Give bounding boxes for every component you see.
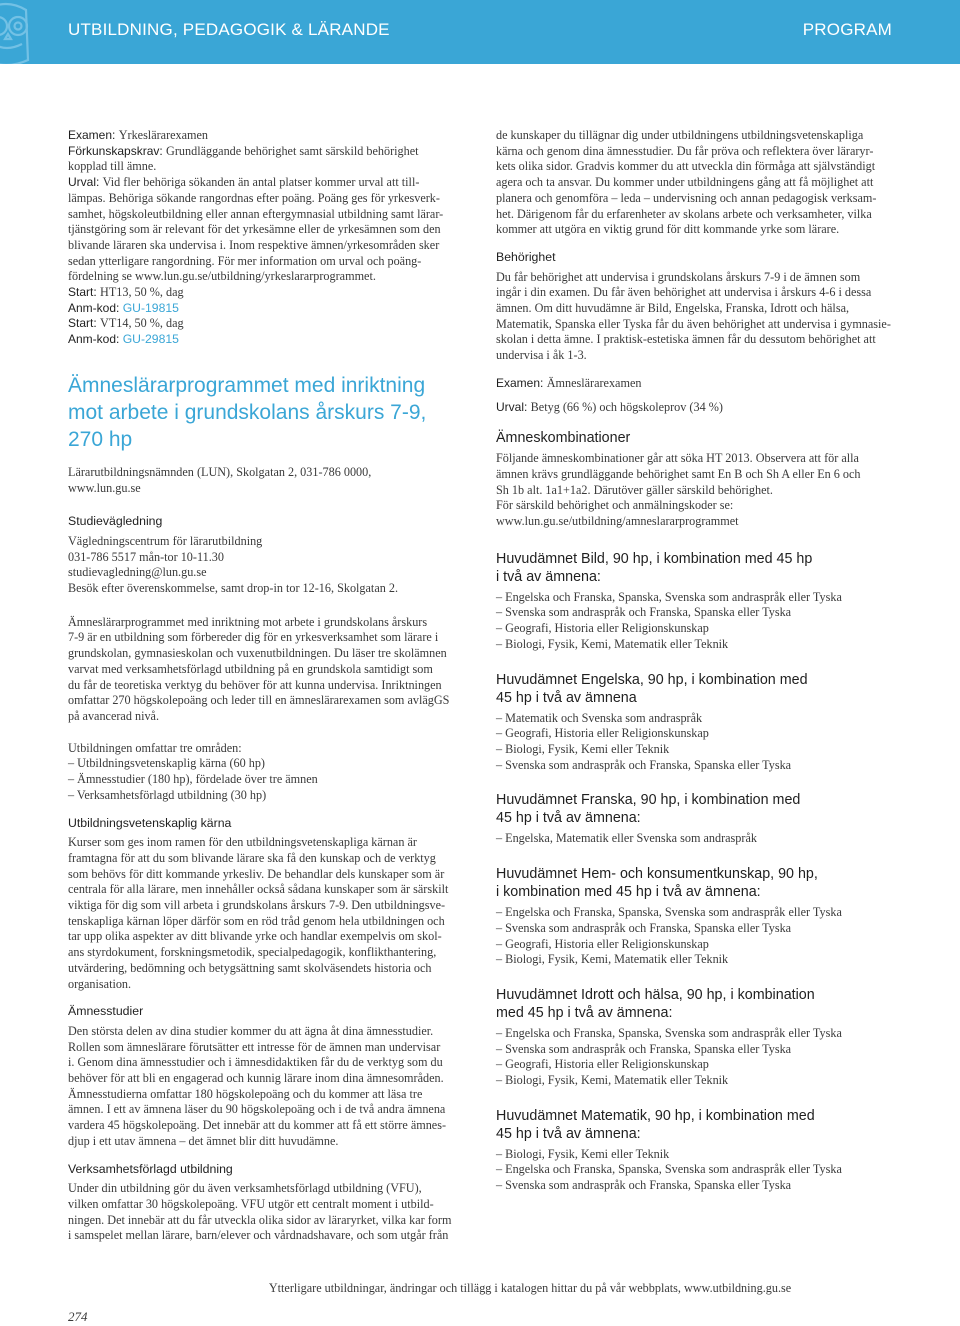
list-item: – Geografi, Historia eller Religionskunskap bbox=[496, 726, 709, 741]
list-item: – Svenska som andraspråk och Franska, Spanska eller Tyska bbox=[496, 1178, 792, 1193]
fact-label: Start: bbox=[68, 285, 101, 300]
area-line: Utbildningen omfattar tre områden: bbox=[68, 740, 242, 755]
list-item: – Engelska och Franska, Spanska, Svenska som andraspråk eller Tyska bbox=[496, 1025, 842, 1040]
program-title-line: mot arbete i grundskolans årskurs 7-9, bbox=[68, 400, 427, 424]
karna-line: organisation. bbox=[68, 976, 132, 991]
area-line: – Utbildningsvetenskaplig kärna (60 hp) bbox=[68, 756, 265, 771]
combination-title-line: Huvudämnet Matematik, 90 hp, i kombination med bbox=[496, 1107, 815, 1124]
behorighet-line: Du får behörighet att undervisa i grundskolans årskurs 7-9 i de ämnen som bbox=[496, 269, 861, 284]
combination-list bbox=[496, 1026, 892, 1089]
owl-logo-icon bbox=[0, 0, 40, 64]
karna-line: utvärdering, bedömning och betygsättning samt skolväsendets historia och bbox=[68, 960, 432, 975]
combination-group bbox=[496, 986, 892, 1089]
list-item: – Engelska och Franska, Spanska, Svenska som andraspråk eller Tyska bbox=[496, 905, 842, 920]
list-item: – Biologi, Fysik, Kemi eller Teknik bbox=[496, 1146, 670, 1161]
program-fact-line bbox=[68, 332, 464, 348]
amnesstudier-line: Rollen som ämneslärare förutsätter ett intresse för de ämnen man undervisar bbox=[68, 1039, 441, 1054]
fact-value: tjänstgöring som är relevant för det yrkesämne eller de yrkesämnen som den bbox=[68, 222, 441, 237]
kombination-line: Sh 1b alt. 1a1+1a2. Därutöver gäller särskild behörighet. bbox=[496, 482, 773, 497]
list-item: – Engelska, Matematik eller Svenska som andraspråk bbox=[496, 831, 757, 846]
studievagledning-line: Vägledningscentrum för lärarutbildning bbox=[68, 533, 263, 548]
amnesstudier-line: vardera 45 högskolepoäng. Det innebär att du kommer att få ett större ämnes- bbox=[68, 1118, 447, 1133]
urval-label: Urval: bbox=[496, 399, 531, 414]
vfu-continued-text bbox=[496, 128, 892, 238]
amnesstudier-line: behöver för att bli en engagerad och kunnig lärare inom dina ämnesområden. bbox=[68, 1071, 444, 1086]
continued-line: agera och ta ansvar. Du kommer under utbildningens gång att få möjlighet att bbox=[496, 175, 874, 190]
description-line: du får de teoretiska verktyg du behöver för att kunna undervisa. Inriktningen bbox=[68, 677, 442, 692]
studievagledning-info bbox=[68, 534, 464, 597]
combination-title-line: i två av ämnena: bbox=[496, 568, 601, 585]
amnesstudier-line: Den största delen av dina studier kommer du att ägna åt dina ämnesstudier. bbox=[68, 1023, 434, 1038]
vfu-heading: Verksamhetsförlagd utbildning bbox=[68, 1161, 233, 1176]
description-line: grundskolan, gymnasieskolan och vuxenutbildningen. Du läser tre skolämnen bbox=[68, 646, 447, 661]
contact-line: Lärarutbildningsnämnden (LUN), Skolgatan 2, 031-786 0000, bbox=[68, 464, 372, 479]
area-line: – Ämnesstudier (180 hp), fördelade över tre ämnen bbox=[68, 772, 318, 787]
program-fact-line bbox=[68, 316, 464, 332]
header-category: PROGRAM bbox=[802, 20, 892, 39]
amneskombinationer-heading: Ämneskombinationer bbox=[496, 430, 631, 447]
karna-line: framtagna för att du som blivande lärare ska få den kunskap och de verktyg bbox=[68, 850, 436, 865]
program-facts bbox=[68, 128, 464, 348]
vfu-line: vilken omfattar 30 högskolepoäng. VFU utgör ett centralt moment i utbild- bbox=[68, 1196, 434, 1211]
program-fact-line bbox=[68, 269, 464, 285]
combination-list bbox=[496, 590, 892, 653]
left-column bbox=[68, 128, 464, 1244]
karna-line: viktiga för dig som vill arbeta i grundskolans årskurs 7-9. Den utbildningsve- bbox=[68, 898, 446, 913]
list-item: – Biologi, Fysik, Kemi, Matematik eller Teknik bbox=[496, 1073, 729, 1088]
fact-value: sedan ytterligare rangordning. För mer information om urval och poäng- bbox=[68, 253, 422, 268]
combination-list bbox=[496, 711, 892, 774]
combination-title-line: Huvudämnet Idrott och hälsa, 90 hp, i kombination bbox=[496, 986, 815, 1003]
program-description bbox=[68, 615, 464, 725]
continued-line: kommer att utgöra en viktig grund för ditt kommande yrke som lärare. bbox=[496, 222, 840, 237]
studievagledning-line: Besök efter överenskommelse, samt drop-in tor 12-16, Skolgatan 2. bbox=[68, 581, 399, 596]
examen-value: Ämneslärarexamen bbox=[546, 375, 642, 390]
fact-label: Anm-kod: bbox=[68, 332, 123, 347]
karna-heading: Utbildningsvetenskaplig kärna bbox=[68, 815, 232, 830]
vfu-line: Under din utbildning gör du även verksamhetsförlagd utbildning (VFU), bbox=[68, 1181, 422, 1196]
continued-line: kets olika sidor. Gradvis kommer du att utveckla din förmåga att självständigt bbox=[496, 159, 876, 174]
page-number: 274 bbox=[68, 1309, 88, 1324]
combination-title-line: 45 hp i två av ämnena: bbox=[496, 810, 641, 827]
combination-list bbox=[496, 905, 892, 968]
behorighet-line: ingår i din examen. Du får även behörighet att undervisa i årskurs 4-6 i dessa bbox=[496, 285, 872, 300]
program-title-line: 270 hp bbox=[68, 427, 133, 451]
studievagledning-heading: Studievägledning bbox=[68, 514, 163, 529]
combination-group-title bbox=[496, 865, 892, 901]
combination-groups bbox=[496, 550, 892, 1194]
combination-group bbox=[496, 791, 892, 847]
fact-label: Start: bbox=[68, 316, 101, 331]
vfu-text bbox=[68, 1181, 464, 1244]
program-title-line: Ämneslärarprogrammet med inriktning bbox=[68, 373, 426, 397]
kombination-line: www.lun.gu.se/utbildning/amneslararprogrammet bbox=[496, 514, 739, 529]
list-item: – Biologi, Fysik, Kemi, Matematik eller Teknik bbox=[496, 636, 729, 651]
karna-line: som behövs för ditt kommande yrkesliv. De behandlar dels kunskaper som är bbox=[68, 866, 445, 881]
program-fact-line bbox=[68, 222, 464, 238]
fact-label: Examen: bbox=[68, 128, 119, 142]
behorighet-text bbox=[496, 270, 892, 364]
fact-value: Yrkeslärarexamen bbox=[118, 128, 209, 142]
studievagledning-line: 031-786 5517 mån-tor 10-11.30 bbox=[68, 549, 224, 564]
fact-value: lämpas. Behöriga sökande rangordnas efter poäng. Poäng ges för yrkesverk- bbox=[68, 190, 440, 205]
amnesstudier-line: djup i ett utav ämnena – det ämnet blir ditt huvudämne. bbox=[68, 1133, 339, 1148]
urval-line bbox=[496, 400, 892, 416]
application-code: GU-29815 bbox=[122, 332, 179, 347]
combination-list bbox=[496, 831, 892, 847]
contact-info bbox=[68, 465, 464, 496]
combination-group-title bbox=[496, 986, 892, 1022]
description-line: omfattar 270 högskolepoäng och leder till en ämneslärarexamen som avlägGS bbox=[68, 693, 450, 708]
combination-group bbox=[496, 671, 892, 774]
list-item: – Matematik och Svenska som andraspråk bbox=[496, 710, 703, 725]
list-item: – Svenska som andraspråk och Franska, Spanska eller Tyska bbox=[496, 1041, 792, 1056]
karna-line: ans styrdokument, forskningsmetodik, specialpedagogik, konflikthantering, bbox=[68, 945, 437, 960]
continued-line: planera och genomföra – leda – undervisning och annan pedagogisk verksam- bbox=[496, 190, 877, 205]
list-item: – Svenska som andraspråk och Franska, Spanska eller Tyska bbox=[496, 920, 792, 935]
combination-group bbox=[496, 550, 892, 653]
right-column bbox=[496, 128, 892, 1194]
combination-group-title bbox=[496, 671, 892, 707]
combination-group bbox=[496, 1107, 892, 1194]
program-areas bbox=[68, 741, 464, 804]
kombination-line: Följande ämneskombinationer går att söka HT 2013. Observera att för alla bbox=[496, 451, 859, 466]
behorighet-line: undervisa i åk 1-3. bbox=[496, 348, 587, 363]
behorighet-line: Matematik, Spanska eller Tyska får du även behörighet att undervisa i gymnasie- bbox=[496, 316, 891, 331]
kombination-line: ämnen krävs grundläggande behörighet samt En B och Sh A eller En 6 och bbox=[496, 466, 861, 481]
page-header bbox=[0, 0, 960, 64]
fact-value: Grundläggande behörighet samt särskild behörighet bbox=[166, 143, 419, 158]
program-fact-line bbox=[68, 238, 464, 254]
combination-title-line: 45 hp i två av ämnena bbox=[496, 689, 637, 706]
combination-group bbox=[496, 865, 892, 968]
amneskombinationer-text bbox=[496, 451, 892, 530]
fact-label: Urval: bbox=[68, 175, 103, 190]
karna-text bbox=[68, 835, 464, 992]
combination-title-line: 45 hp i två av ämnena: bbox=[496, 1125, 641, 1142]
amnesstudier-line: i. Genom dina ämnesstudier och i ämnesdidaktiken får du de verktyg som du bbox=[68, 1055, 443, 1070]
program-fact-line bbox=[68, 159, 464, 175]
program-fact-line bbox=[68, 207, 464, 223]
amnesstudier-heading: Ämnesstudier bbox=[68, 1004, 144, 1019]
combination-group-title bbox=[496, 791, 892, 827]
fact-label: Förkunskapskrav: bbox=[68, 143, 167, 158]
combination-group-title bbox=[496, 550, 892, 586]
combination-group-title bbox=[496, 1107, 892, 1143]
fact-value: Vid fler behöriga sökanden än antal platser kommer urval att till- bbox=[102, 175, 420, 190]
vfu-line: ningen. Det innebär att du får utveckla olika sidor av läraryrket, vilka kar form bbox=[68, 1212, 452, 1227]
combination-title-line: Huvudämnet Bild, 90 hp, i kombination med 45 hp bbox=[496, 550, 813, 567]
continued-line: de kunskaper du tillägnar dig under utbildningens utbildningsvetenskapliga bbox=[496, 128, 864, 142]
behorighet-line: ämnen. Om ditt huvudämne är Bild, Engelska, Franska, Idrott och hälsa, bbox=[496, 301, 850, 316]
area-line: – Verksamhetsförlagd utbildning (30 hp) bbox=[68, 787, 267, 802]
list-item: – Geografi, Historia eller Religionskunskap bbox=[496, 1057, 709, 1072]
description-line: Ämneslärarprogrammet med inriktning mot arbete i grundskolans årskurs bbox=[68, 614, 428, 629]
urval-value: Betyg (66 %) och högskoleprov (34 %) bbox=[530, 399, 723, 414]
studievagledning-line: studievagledning@lun.gu.se bbox=[68, 565, 207, 580]
footer-note: Ytterligare utbildningar, ändringar och tillägg i katalogen hittar du på vår webbplats, www.utbildning.gu.se bbox=[268, 1281, 792, 1295]
behorighet-line: skolan i detta ämne. I praktisk-estetiska ämnen får du dessutom behörighet att bbox=[496, 332, 876, 347]
fact-value: HT13, 50 %, dag bbox=[100, 285, 184, 300]
application-code: GU-19815 bbox=[122, 300, 179, 315]
list-item: – Svenska som andraspråk och Franska, Spanska eller Tyska bbox=[496, 605, 792, 620]
description-line: varvat med verksamhetsförlagd utbildning på en grundskola samtidigt som bbox=[68, 661, 433, 676]
program-fact-line bbox=[68, 175, 464, 191]
program-fact-line bbox=[68, 254, 464, 270]
karna-line: centrala för alla lärare, men innehåller också sådana kunskaper som är särskilt bbox=[68, 882, 449, 897]
program-fact-line bbox=[68, 285, 464, 301]
combination-title-line: i kombination med 45 hp i två av ämnena: bbox=[496, 884, 761, 901]
list-item: – Biologi, Fysik, Kemi eller Teknik bbox=[496, 741, 670, 756]
list-item: – Engelska och Franska, Spanska, Svenska som andraspråk eller Tyska bbox=[496, 1162, 842, 1177]
fact-value: blivande läraren ska undervisa i. Inom respektive ämnen/yrkesområden sker bbox=[68, 237, 440, 252]
combination-title-line: med 45 hp i två av ämnena: bbox=[496, 1004, 673, 1021]
list-item: – Engelska och Franska, Spanska, Svenska som andraspråk eller Tyska bbox=[496, 589, 842, 604]
continued-line: het. Därigenom får du erfarenheter av skolans arbete och verksamheter, vilka bbox=[496, 206, 872, 221]
list-item: – Biologi, Fysik, Kemi, Matematik eller Teknik bbox=[496, 952, 729, 967]
list-item: – Geografi, Historia eller Religionskunskap bbox=[496, 936, 709, 951]
fact-value: kopplad till ämne. bbox=[68, 159, 157, 174]
karna-line: tar upp olika aspekter av ditt blivande yrke och handlar exempelvis om skol- bbox=[68, 929, 442, 944]
karna-line: Kurser som ges inom ramen för den utbildningsvetenskapliga kärnan är bbox=[68, 835, 417, 850]
fact-label: Anm-kod: bbox=[68, 300, 123, 315]
program-fact-line bbox=[68, 301, 464, 317]
combination-title-line: Huvudämnet Hem- och konsumentkunskap, 90 hp, bbox=[496, 866, 818, 883]
examen-label: Examen: bbox=[496, 375, 547, 390]
amnesstudier-line: ämnen. I ett av ämnena läser du 90 högskolepoäng och i de två andra ämnena bbox=[68, 1102, 446, 1117]
fact-value: samhet, högskoleutbildning eller annan eftergymnasial utbildning samt lärar- bbox=[68, 206, 444, 221]
program-fact-line bbox=[68, 191, 464, 207]
amnesstudier-line: Ämnesstudierna omfattar 180 högskolepoäng och du kommer att läsa tre bbox=[68, 1086, 423, 1101]
header-section-title: UTBILDNING, PEDAGOGIK & LÄRANDE bbox=[68, 20, 390, 39]
list-item: – Geografi, Historia eller Religionskunskap bbox=[496, 621, 709, 636]
program-title bbox=[68, 372, 464, 453]
vfu-line: i samspelet mellan lärare, barn/elever och vårdnadshavare, och som utgår från bbox=[68, 1228, 449, 1243]
amnesstudier-text bbox=[68, 1024, 464, 1150]
combination-list bbox=[496, 1147, 892, 1194]
list-item: – Svenska som andraspråk och Franska, Spanska eller Tyska bbox=[496, 757, 792, 772]
behorighet-heading: Behörighet bbox=[496, 249, 556, 264]
combination-title-line: Huvudämnet Engelska, 90 hp, i kombination med bbox=[496, 671, 808, 688]
program-fact-line bbox=[68, 128, 464, 144]
examen-line bbox=[496, 376, 892, 392]
continued-line: kärna och genom dina ämnesstudier. Du får pröva och reflektera över läraryr- bbox=[496, 143, 874, 158]
program-fact-line bbox=[68, 144, 464, 160]
description-line: 7-9 är en utbildning som förbereder dig för en yrkesverksamhet som lärare i bbox=[68, 630, 439, 645]
kombination-line: För särskild behörighet och anmälningskoder se: bbox=[496, 498, 734, 513]
contact-line: www.lun.gu.se bbox=[68, 480, 141, 495]
combination-title-line: Huvudämnet Franska, 90 hp, i kombination med bbox=[496, 792, 801, 809]
fact-value: fördelning se www.lun.gu.se/utbildning/yrkeslararprogrammet. bbox=[68, 269, 376, 284]
fact-value: VT14, 50 %, dag bbox=[100, 316, 184, 331]
karna-line: tenskapliga kärnan löper därför som en röd tråd genom hela utbildningen och bbox=[68, 913, 445, 928]
description-line: på avancerad nivå. bbox=[68, 708, 160, 723]
